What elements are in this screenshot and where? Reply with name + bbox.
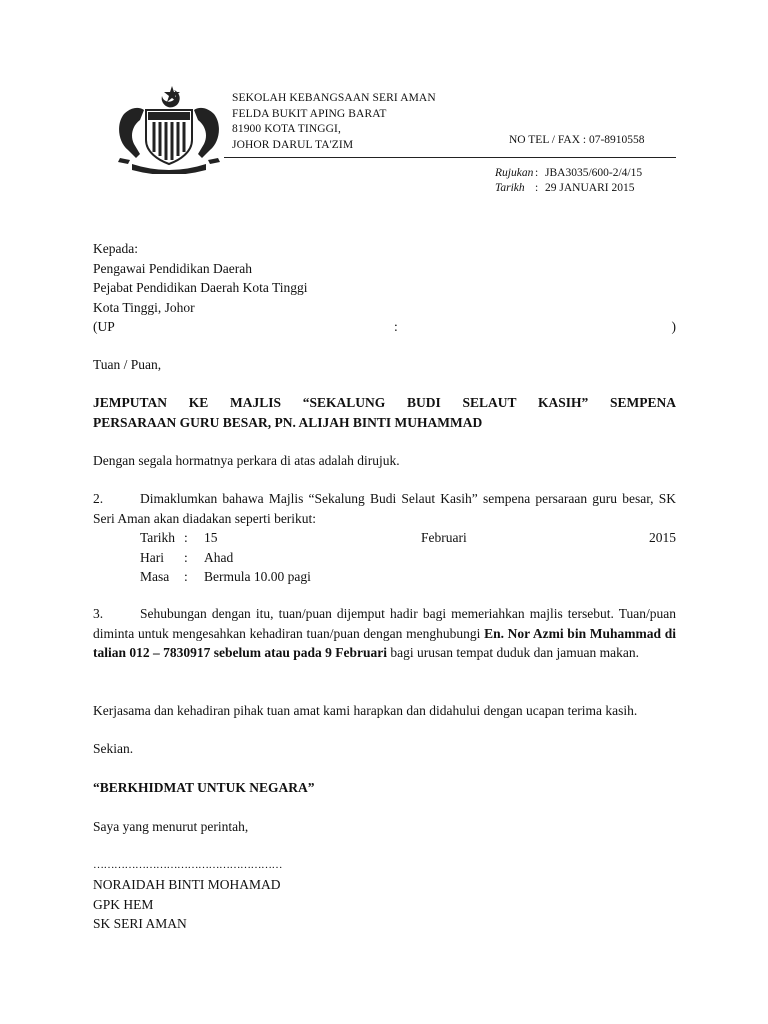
recipient-line: Pengawai Pendidikan Daerah — [93, 260, 252, 276]
signatory-name: NORAIDAH BINTI MOHAMAD — [93, 877, 281, 892]
recipient-line: Kepada: — [93, 241, 138, 256]
event-tarikh-year: 2015 — [649, 530, 676, 545]
paragraph-1: Dengan segala hormatnya perkara di atas adalah dirujuk. — [93, 453, 400, 468]
paragraph-number: 3. — [93, 606, 104, 621]
rujukan-value: JBA3035/600-2/4/15 — [545, 167, 643, 179]
event-hari-value: Ahad — [204, 549, 234, 565]
paragraph-3-text-b: bagi urusan tempat duduk dan jamuan makan. — [390, 645, 639, 660]
rujukan-label: Rujukan — [495, 167, 534, 179]
tarikh-colon: : — [535, 182, 539, 194]
event-hari-label: Hari — [140, 549, 164, 565]
recipient-line: Kota Tinggi, Johor — [93, 299, 195, 315]
signatory-block — [93, 875, 676, 934]
signatory-position: GPK HEM — [93, 896, 154, 912]
salutation: Tuan / Puan, — [93, 357, 162, 372]
attention-colon: : — [394, 319, 398, 334]
event-tarikh-month: Februari — [421, 530, 467, 545]
closing-line: Saya yang menurut perintah, — [93, 819, 249, 834]
paragraph-3 — [93, 604, 676, 663]
subject-heading — [93, 393, 676, 432]
rujukan-colon: : — [535, 167, 539, 179]
event-masa-value: Bermula 10.00 pagi — [204, 569, 311, 584]
signatory-school: SK SERI AMAN — [93, 916, 187, 931]
event-tarikh-day: 15 — [204, 530, 218, 545]
event-row-masa — [140, 567, 676, 587]
address-line-2: 81900 KOTA TINGGI, — [232, 123, 341, 135]
letterhead-address — [232, 91, 436, 153]
recipient-address — [93, 239, 676, 317]
telephone-fax: NO TEL / FAX : 07-8910558 — [509, 134, 645, 146]
reference-block — [495, 166, 642, 196]
signature-line: ……………………………………………… — [93, 859, 282, 871]
coat-of-arms-icon — [110, 84, 228, 174]
tarikh-label: Tarikh — [495, 182, 525, 194]
school-name: SEKOLAH KEBANGSAAN SERI AMAN — [232, 92, 436, 104]
event-masa-label: Masa — [140, 569, 170, 584]
paragraph-2 — [93, 489, 676, 528]
address-line-1: FELDA BUKIT APING BARAT — [232, 107, 387, 120]
event-colon: : — [184, 549, 188, 565]
attention-line — [93, 317, 676, 337]
tarikh-value: 29 JANUARI 2015 — [545, 182, 635, 194]
contact-person-highlight: En. Nor Azmi bin Muhammad di talian 012 – 7830917 sebelum atau pada 9 Februari — [93, 625, 676, 660]
motto: “BERKHIDMAT UNTUK NEGARA” — [93, 780, 315, 795]
attention-close: ) — [671, 319, 676, 334]
recipient-line: Pejabat Pendidikan Daerah Kota Tinggi — [93, 280, 308, 295]
event-colon: : — [184, 530, 188, 545]
letterhead-divider — [224, 157, 676, 158]
event-colon: : — [184, 569, 188, 584]
paragraph-4: Kerjasama dan kehadiran pihak tuan amat kami harapkan dan didahului dengan ucapan terima kasih. — [93, 703, 638, 718]
attention-open: (UP — [93, 319, 115, 334]
event-row-hari — [140, 548, 676, 568]
closing-sekian: Sekian. — [93, 741, 134, 756]
paragraph-2-text: Dimaklumkan bahawa Majlis “Sekalung Budi Selaut Kasih” sempena persaraan guru besar, SK Seri Aman akan diadakan seperti berikut: — [93, 491, 676, 526]
address-line-3: JOHOR DARUL TA'ZIM — [232, 138, 354, 151]
subject-line-2: PERSARAAN GURU BESAR, PN. ALIJAH BINTI MUHAMMAD — [93, 414, 483, 430]
subject-line-1: JEMPUTAN KE MAJLIS “SEKALUNG BUDI SELAUT KASIH” SEMPENA — [93, 395, 676, 410]
event-tarikh-label: Tarikh — [140, 530, 176, 545]
event-details — [140, 528, 676, 587]
paragraph-3-text-a: Sehubungan dengan itu, tuan/puan dijemput hadir bagi memeriahkan majlis tersebut. Tuan/puan diminta untuk mengesahkan kehadiran tuan/puan dengan menghubungi — [93, 606, 676, 641]
paragraph-number: 2. — [93, 491, 104, 506]
event-row-tarikh — [140, 528, 676, 548]
